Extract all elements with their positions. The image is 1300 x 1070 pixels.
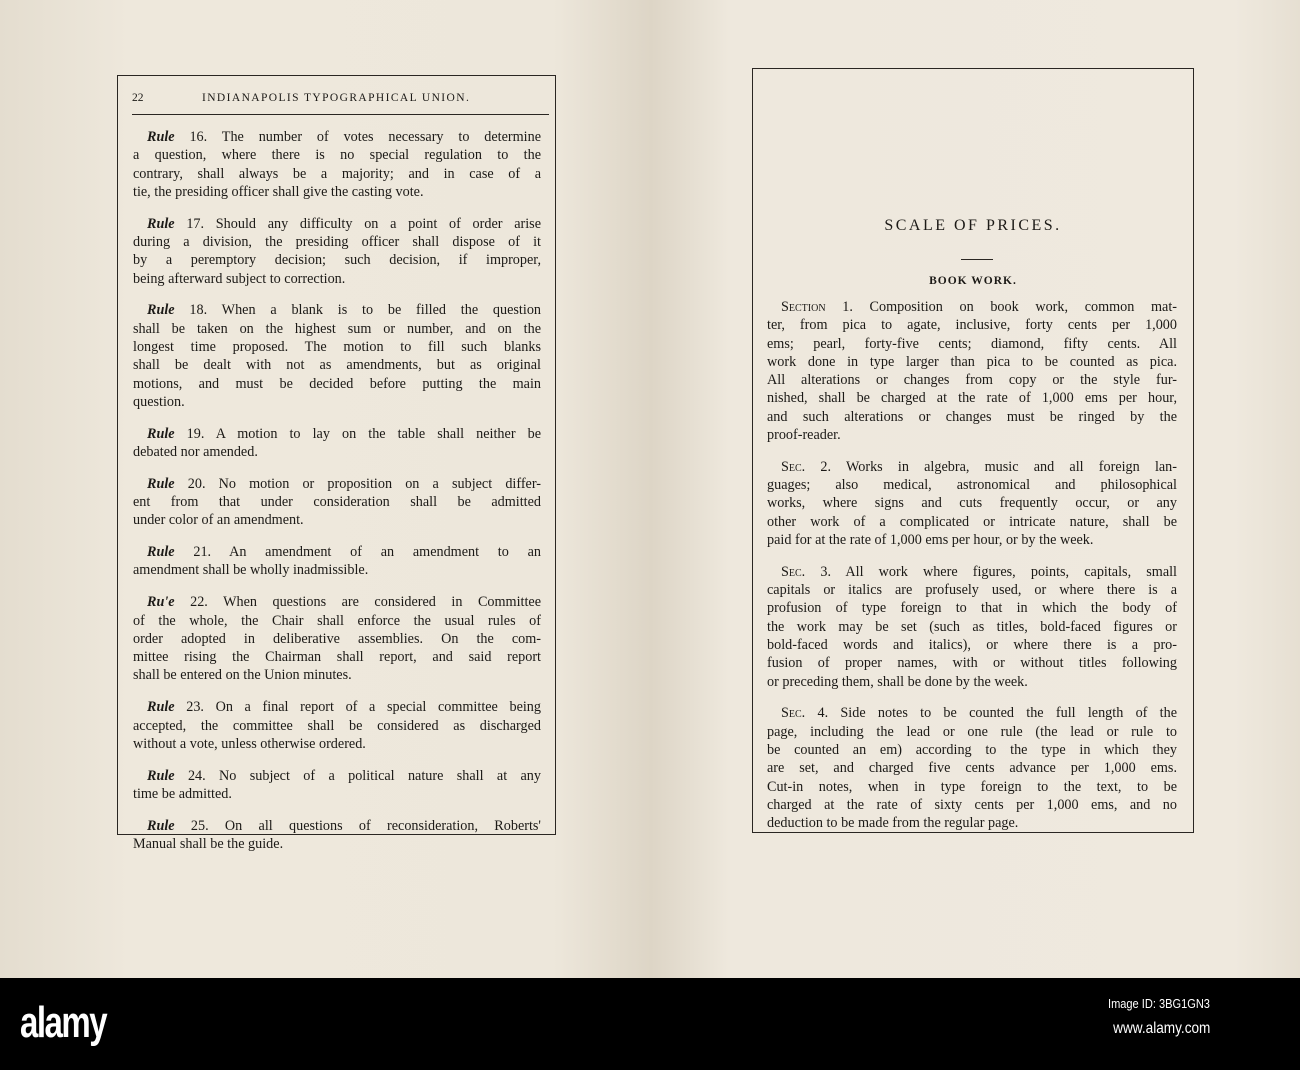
paragraph-label: Rule: [147, 129, 175, 145]
line-text: of the whole, the Chair shall enforce the usual rules of: [133, 612, 541, 629]
paragraph-label: Sec.: [781, 705, 806, 722]
text-line: [767, 476, 1177, 494]
line-text: 2. Works in algebra, music and all foreign lan-: [820, 458, 1177, 475]
line-text: are set, and charged five cents advance per 1,000 ems.: [767, 760, 1177, 777]
text-line: [133, 493, 541, 511]
text-line: [767, 741, 1177, 759]
line-text: page, including the lead or one rule (the lead or rule to: [767, 723, 1177, 740]
line-text: without a vote, unless otherwise ordered.: [133, 735, 366, 752]
rule-paragraph: [133, 128, 541, 201]
rule-paragraph: [133, 425, 541, 462]
line-text: by a peremptory decision; such decision, if improper,: [133, 252, 541, 269]
left-page-frame: [117, 75, 556, 852]
text-line: [133, 593, 541, 611]
text-line: [133, 666, 541, 684]
line-text: shall be entered on the Union minutes.: [133, 667, 352, 684]
text-line: [767, 581, 1177, 599]
line-text: 22. When questions are considered in Committee: [190, 594, 541, 611]
left-page: [0, 0, 651, 978]
text-line: [133, 183, 541, 201]
line-text: 20. No motion or proposition on a subject differ-: [187, 475, 542, 492]
line-text: works, where signs and cuts frequently occur, or any: [767, 495, 1177, 512]
line-text: 25. On all questions of reconsideration, Roberts': [190, 817, 541, 834]
line-text: work done in type larger than pica to be counted as pica.: [767, 353, 1177, 370]
paragraph-label: Ru'e: [147, 594, 175, 611]
text-line: [133, 251, 541, 269]
line-text: 19. A motion to lay on the table shall neither be: [186, 425, 542, 442]
line-text: other work of a complicated or intricate nature, shall be: [767, 513, 1177, 530]
paragraph-label: Rule: [147, 767, 175, 784]
sections-text: [767, 298, 1177, 846]
text-line: [133, 146, 541, 164]
paragraph-label: Rule: [147, 302, 175, 319]
text-line: [133, 817, 541, 835]
rule-paragraph: [133, 475, 541, 530]
head-rule: [132, 114, 549, 115]
line-text: shall be dealt with not as amendments, but as original: [133, 357, 541, 374]
text-line: [767, 353, 1177, 371]
line-text: capitals or italics are profusely used, or where there is a: [767, 582, 1177, 599]
line-text: 21. An amendment of an amendment to an: [193, 544, 542, 561]
line-text: Cut-in notes, when in type foreign to the text, to be: [767, 778, 1177, 795]
text-line: [133, 215, 541, 233]
image-id: Image ID: 3BG1GN3: [1108, 996, 1210, 1011]
line-text: a question, where there is no special regulation to the: [133, 147, 541, 164]
section-paragraph: [767, 704, 1177, 832]
rule-paragraph: [133, 215, 541, 288]
rules-text: [133, 128, 541, 867]
rule-paragraph: [133, 698, 541, 753]
line-text: during a division, the presiding officer shall dispose of it: [133, 233, 541, 250]
line-text: bold-faced words and italics), or where there is a pro-: [767, 637, 1177, 654]
text-line: [133, 698, 541, 716]
paragraph-label: Sec.: [781, 458, 806, 475]
line-text: proof-reader.: [767, 427, 841, 444]
text-line: [767, 563, 1177, 581]
text-line: [133, 128, 541, 146]
text-line: [133, 356, 541, 374]
text-line: [767, 759, 1177, 777]
line-text: guages; also medical, astronomical and philosophical: [767, 477, 1177, 494]
text-line: [133, 393, 541, 411]
rule-paragraph: [133, 817, 541, 854]
rule-paragraph: [133, 767, 541, 804]
text-line: [767, 408, 1177, 426]
line-text: ent from that under consideration shall be admitted: [133, 494, 541, 511]
text-line: [133, 735, 541, 753]
paragraph-label: Rule: [147, 475, 175, 492]
line-text: paid for at the rate of 1,000 ems per hour, or by the week.: [767, 532, 1094, 549]
line-text: debated nor amended.: [133, 443, 258, 460]
line-text: and such alterations or changes must be ringed by the: [767, 408, 1177, 425]
text-line: [133, 717, 541, 735]
paragraph-label: Section: [781, 299, 826, 315]
right-page-frame: [752, 68, 1194, 833]
rule-paragraph: [133, 543, 541, 580]
text-line: [767, 371, 1177, 389]
text-line: [133, 320, 541, 338]
text-line: [133, 443, 541, 461]
section-paragraph: [767, 563, 1177, 691]
line-text: 18. When a blank is to be filled the question: [189, 302, 542, 319]
rule-paragraph: [133, 593, 541, 684]
line-text: ems; pearl, forty-five cents; diamond, fifty cents. All: [767, 335, 1177, 352]
line-text: tie, the presiding officer shall give the casting vote.: [133, 183, 424, 200]
text-line: [767, 704, 1177, 722]
line-text: ter, from pica to agate, inclusive, forty cents per 1,000: [767, 317, 1177, 334]
text-line: [133, 511, 541, 529]
text-line: [133, 375, 541, 393]
section-subtitle: BOOK WORK.: [929, 275, 1017, 287]
line-text: fusion of proper names, with or without titles following: [767, 655, 1177, 672]
text-line: [133, 475, 541, 493]
text-line: [133, 165, 541, 183]
text-line: [767, 298, 1177, 316]
text-line: [133, 543, 541, 561]
line-text: charged at the rate of sixty cents per 1,000 ems, and no: [767, 796, 1177, 813]
text-line: [767, 599, 1177, 617]
alamy-logo: alamy: [20, 998, 107, 1047]
line-text: contrary, shall always be a majority; and in case of a: [133, 165, 541, 182]
page-number: 22: [132, 92, 144, 104]
line-text: deduction to be made from the regular page.: [767, 815, 1019, 832]
line-text: 1. Composition on book work, common mat-: [842, 299, 1177, 315]
line-text: 23. On a final report of a special committee being: [186, 699, 541, 716]
section-title: SCALE OF PRICES.: [884, 217, 1062, 234]
text-line: [133, 561, 541, 579]
line-text: or preceding them, shall be done by the week.: [767, 673, 1028, 690]
text-line: [767, 723, 1177, 741]
line-text: order adopted in deliberative assemblies. On the com-: [133, 630, 541, 647]
text-line: [767, 531, 1177, 549]
text-line: [767, 389, 1177, 407]
text-line: [767, 796, 1177, 814]
paragraph-label: Rule: [147, 544, 175, 561]
line-text: Manual shall be the guide.: [133, 836, 284, 852]
paragraph-label: Rule: [147, 817, 175, 834]
line-text: profusion of type foreign to that in which the body of: [767, 600, 1177, 617]
line-text: 17. Should any difficulty on a point of order arise: [186, 215, 542, 232]
line-text: under color of an amendment.: [133, 512, 304, 529]
line-text: shall be taken on the highest sum or number, and on the: [133, 320, 541, 337]
text-line: [767, 636, 1177, 654]
line-text: motions, and must be decided before putting the main: [133, 375, 541, 392]
line-text: be counted an em) according to the type in which they: [767, 742, 1177, 759]
text-line: [133, 233, 541, 251]
line-text: mittee rising the Chairman shall report, and said report: [133, 649, 541, 666]
line-text: accepted, the committee shall be considered as discharged: [133, 717, 541, 734]
running-head-title: INDIANAPOLIS TYPOGRAPHICAL UNION.: [202, 92, 471, 104]
line-text: All alterations or changes from copy or the style fur-: [767, 372, 1177, 389]
paragraph-label: Rule: [147, 425, 175, 442]
line-text: time be admitted.: [133, 785, 232, 802]
text-line: [133, 835, 541, 853]
text-line: [767, 426, 1177, 444]
line-text: amendment shall be wholly inadmissible.: [133, 562, 369, 579]
text-line: [767, 513, 1177, 531]
section-paragraph: [767, 298, 1177, 444]
right-page: [651, 0, 1300, 978]
paragraph-label: Sec.: [781, 563, 806, 580]
title-rule: [961, 259, 993, 260]
rule-paragraph: [133, 301, 541, 411]
text-line: [133, 630, 541, 648]
text-line: [767, 458, 1177, 476]
text-line: [767, 673, 1177, 691]
line-text: longest time proposed. The motion to fill such blanks: [133, 338, 541, 355]
text-line: [767, 654, 1177, 672]
watermark-url: www.alamy.com: [1112, 1020, 1210, 1037]
line-text: 24. No subject of a political nature shall at any: [187, 767, 541, 784]
text-line: [767, 335, 1177, 353]
line-text: 4. Side notes to be counted the full length of the: [817, 705, 1178, 722]
text-line: [133, 767, 541, 785]
text-line: [767, 618, 1177, 636]
watermark-band: [0, 978, 1300, 1070]
text-line: [133, 425, 541, 443]
line-text: 3. All work where figures, points, capitals, small: [820, 563, 1177, 580]
text-line: [133, 301, 541, 319]
text-line: [767, 778, 1177, 796]
text-line: [133, 785, 541, 803]
line-text: the work may be set (such as titles, bold-faced figures or: [767, 618, 1177, 635]
text-line: [767, 316, 1177, 334]
line-text: being afterward subject to correction.: [133, 270, 346, 287]
text-line: [133, 338, 541, 356]
line-text: 16. The number of votes necessary to determine: [189, 129, 541, 145]
text-line: [133, 648, 541, 666]
line-text: nished, shall be charged at the rate of 1,000 ems per hour,: [767, 390, 1177, 407]
paragraph-label: Rule: [147, 699, 175, 716]
line-text: question.: [133, 393, 185, 410]
text-line: [133, 270, 541, 288]
text-line: [133, 612, 541, 630]
paragraph-label: Rule: [147, 215, 175, 232]
text-line: [767, 814, 1177, 832]
text-line: [767, 494, 1177, 512]
section-paragraph: [767, 458, 1177, 549]
